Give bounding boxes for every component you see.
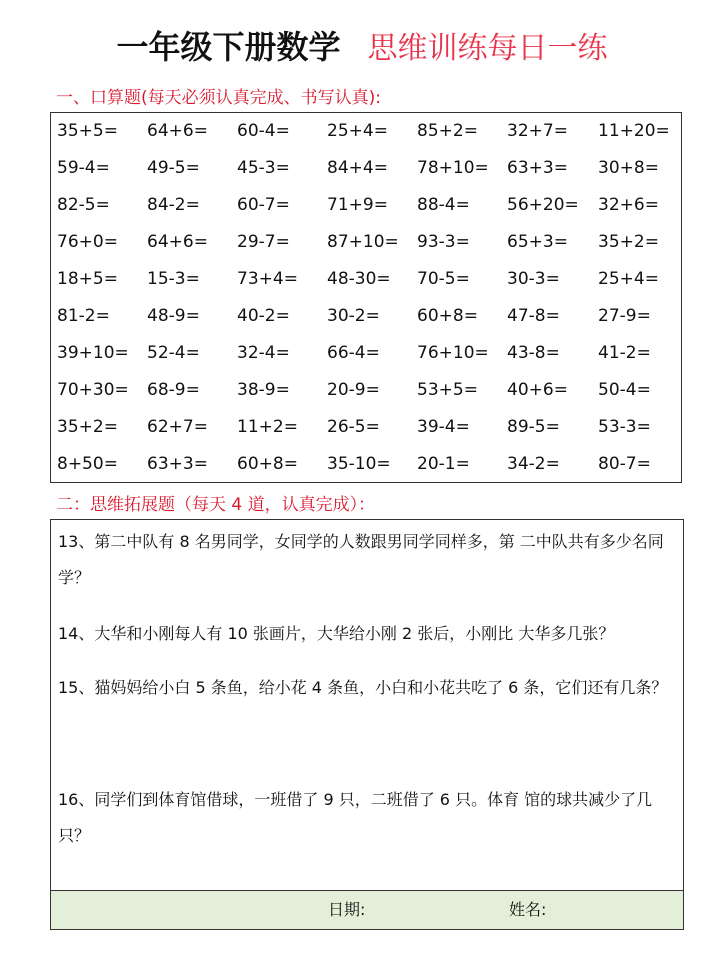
calc-item: 25+4= xyxy=(327,121,388,141)
calc-item: 60-7= xyxy=(237,195,290,215)
calc-item: 88-4= xyxy=(417,195,470,215)
date-label: 日期: xyxy=(328,900,366,919)
page-subtitle: 思维训练每日一练 xyxy=(367,31,608,66)
calc-item: 38-9= xyxy=(237,380,290,400)
calc-item: 49-5= xyxy=(147,158,200,178)
footer-bar xyxy=(51,890,683,929)
calc-item: 43-8= xyxy=(507,343,560,363)
calc-item: 87+10= xyxy=(327,232,399,252)
calc-item: 30-2= xyxy=(327,306,380,326)
calc-item: 8+50= xyxy=(57,454,118,474)
mental-math-grid xyxy=(57,113,681,483)
word-problem-15: 15、猫妈妈给小白 5 条鱼，给小花 4 条鱼，小白和小花共吃了 6 条，它们还有几条？ xyxy=(58,678,668,697)
calc-item: 93-3= xyxy=(417,232,470,252)
calc-item: 27-9= xyxy=(598,306,651,326)
calc-item: 30+8= xyxy=(598,158,659,178)
calc-item: 39-4= xyxy=(417,417,470,437)
calc-item: 50-4= xyxy=(598,380,651,400)
mental-math-heading: 一、口算题(每天必须认真完成、书写认真): xyxy=(56,88,381,108)
calc-item: 64+6= xyxy=(147,232,208,252)
calc-item: 20-1= xyxy=(417,454,470,474)
calc-item: 41-2= xyxy=(598,343,651,363)
calc-item: 34-2= xyxy=(507,454,560,474)
calc-item: 66-4= xyxy=(327,343,380,363)
calc-item: 89-5= xyxy=(507,417,560,437)
calc-item: 56+20= xyxy=(507,195,579,215)
calc-item: 45-3= xyxy=(237,158,290,178)
word-problem-13: 13、第二中队有 8 名男同学，女同学的人数跟男同学同样多，第 二中队共有多少名同学？ xyxy=(58,532,664,587)
page-title: 一年级下册数学 xyxy=(116,28,341,66)
calc-item: 35+2= xyxy=(57,417,118,437)
word-problems-heading: 二：思维拓展题（每天 4 道，认真完成）： xyxy=(56,495,376,515)
calc-item: 82-5= xyxy=(57,195,110,215)
page-header xyxy=(0,22,724,72)
calc-item: 81-2= xyxy=(57,306,110,326)
calc-item: 84+4= xyxy=(327,158,388,178)
calc-item: 40-2= xyxy=(237,306,290,326)
calc-item: 85+2= xyxy=(417,121,478,141)
calc-item: 68-9= xyxy=(147,380,200,400)
word-problems-box xyxy=(50,519,684,930)
calc-item: 60-4= xyxy=(237,121,290,141)
calc-item: 63+3= xyxy=(507,158,568,178)
word-problem-14: 14、大华和小刚每人有 10 张画片，大华给小刚 2 张后，小刚比 大华多几张？ xyxy=(58,624,615,643)
calc-item: 15-3= xyxy=(147,269,200,289)
calc-item: 20-9= xyxy=(327,380,380,400)
calc-item: 64+6= xyxy=(147,121,208,141)
calc-item: 76+0= xyxy=(57,232,118,252)
calc-item: 39+10= xyxy=(57,343,129,363)
mental-math-box xyxy=(50,112,682,483)
calc-item: 63+3= xyxy=(147,454,208,474)
calc-item: 25+4= xyxy=(598,269,659,289)
calc-item: 35-10= xyxy=(327,454,391,474)
calc-item: 73+4= xyxy=(237,269,298,289)
calc-item: 40+6= xyxy=(507,380,568,400)
calc-item: 53+5= xyxy=(417,380,478,400)
calc-item: 80-7= xyxy=(598,454,651,474)
calc-item: 30-3= xyxy=(507,269,560,289)
calc-item: 47-8= xyxy=(507,306,560,326)
name-label: 姓名: xyxy=(509,900,547,919)
calc-item: 60+8= xyxy=(417,306,478,326)
calc-item: 70+30= xyxy=(57,380,129,400)
calc-item: 32+6= xyxy=(598,195,659,215)
calc-item: 48-9= xyxy=(147,306,200,326)
calc-item: 76+10= xyxy=(417,343,489,363)
calc-item: 35+2= xyxy=(598,232,659,252)
calc-item: 60+8= xyxy=(237,454,298,474)
calc-item: 35+5= xyxy=(57,121,118,141)
calc-item: 65+3= xyxy=(507,232,568,252)
calc-item: 52-4= xyxy=(147,343,200,363)
calc-item: 84-2= xyxy=(147,195,200,215)
calc-item: 71+9= xyxy=(327,195,388,215)
calc-item: 32-4= xyxy=(237,343,290,363)
calc-item: 70-5= xyxy=(417,269,470,289)
word-problem-16: 16、同学们到体育馆借球，一班借了 9 只，二班借了 6 只。体育 馆的球共减少了几只？ xyxy=(58,790,653,845)
calc-item: 62+7= xyxy=(147,417,208,437)
calc-item: 48-30= xyxy=(327,269,391,289)
calc-item: 78+10= xyxy=(417,158,489,178)
calc-item: 32+7= xyxy=(507,121,568,141)
calc-item: 29-7= xyxy=(237,232,290,252)
calc-item: 59-4= xyxy=(57,158,110,178)
calc-item: 18+5= xyxy=(57,269,118,289)
calc-item: 11+2= xyxy=(237,417,298,437)
calc-item: 11+20= xyxy=(598,121,670,141)
calc-item: 53-3= xyxy=(598,417,651,437)
calc-item: 26-5= xyxy=(327,417,380,437)
